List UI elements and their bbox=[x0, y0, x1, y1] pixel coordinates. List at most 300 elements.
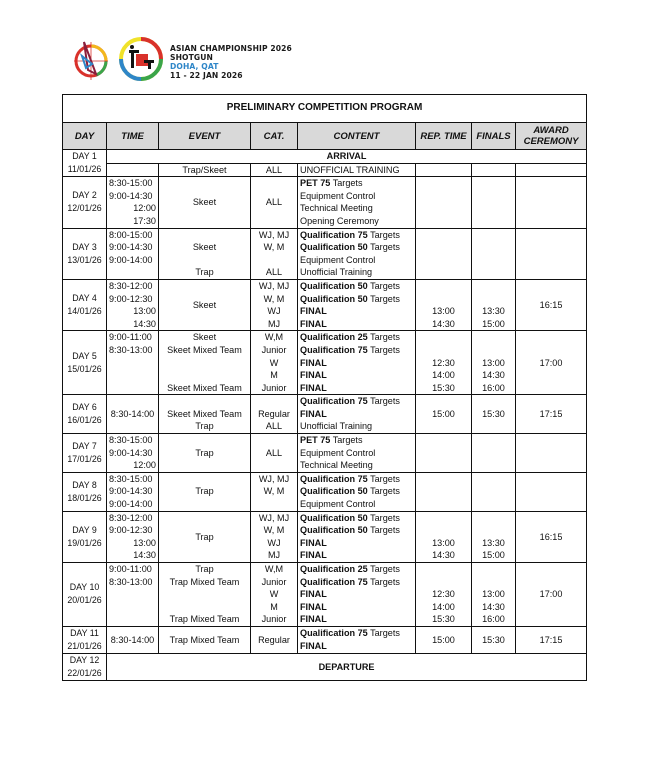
content-cell bbox=[298, 613, 416, 626]
column-header-time: TIME bbox=[107, 123, 159, 150]
report-time-cell: 15:00 bbox=[416, 395, 472, 434]
content-bold: Qualification 50 bbox=[300, 486, 368, 497]
report-time-cell: 14:00 bbox=[416, 601, 472, 614]
report-time-cell bbox=[416, 344, 472, 357]
finals-cell: 13:00 bbox=[472, 357, 516, 370]
championship-name: ASIAN CHAMPIONSHIP 2026 bbox=[170, 44, 292, 53]
time-cell bbox=[107, 613, 159, 626]
event-cell: Skeet bbox=[159, 177, 251, 228]
category-cell: Junior bbox=[251, 344, 298, 357]
content-text: UNOFFICIAL TRAINING bbox=[300, 164, 400, 175]
content-cell bbox=[298, 241, 416, 254]
category-cell: WJ, MJ bbox=[251, 511, 298, 524]
content-cell bbox=[298, 215, 416, 228]
report-time-cell bbox=[416, 459, 472, 472]
table-row bbox=[63, 318, 587, 331]
report-time-cell bbox=[416, 331, 472, 344]
category-cell bbox=[251, 498, 298, 511]
finals-cell bbox=[472, 266, 516, 279]
event-cell: Trap bbox=[159, 563, 251, 576]
content-bold: FINAL bbox=[300, 589, 327, 600]
content-bold: FINAL bbox=[300, 370, 327, 381]
content-cell bbox=[298, 601, 416, 614]
content-cell bbox=[298, 447, 416, 460]
award-ceremony-cell bbox=[516, 177, 587, 228]
column-header-award-ceremony: AWARD CEREMONY bbox=[516, 123, 587, 150]
content-text: Unofficial Training bbox=[300, 421, 373, 432]
table-row bbox=[63, 459, 587, 472]
event-location: DOHA, QAT bbox=[170, 62, 219, 71]
table-row bbox=[63, 498, 587, 511]
time-cell: 8:30-15:00 bbox=[107, 472, 159, 485]
table-row bbox=[63, 601, 587, 614]
day-cell bbox=[63, 563, 107, 627]
finals-cell bbox=[472, 177, 516, 190]
finals-cell bbox=[472, 485, 516, 498]
content-bold: Qualification 75 bbox=[300, 576, 368, 587]
report-time-cell: 14:30 bbox=[416, 549, 472, 562]
finals-cell bbox=[472, 331, 516, 344]
day-label: DAY 11 bbox=[70, 627, 99, 638]
day-cell bbox=[63, 150, 107, 177]
finals-cell bbox=[472, 511, 516, 524]
day-date: 14/01/26 bbox=[67, 306, 102, 317]
table-row bbox=[63, 626, 587, 640]
content-bold: FINAL bbox=[300, 614, 327, 625]
column-header-day: DAY bbox=[63, 123, 107, 150]
time-cell: 9:00-11:00 bbox=[107, 331, 159, 344]
category-cell bbox=[251, 254, 298, 267]
column-header-content: CONTENT bbox=[298, 123, 416, 150]
time-cell: 9:00-14:30 bbox=[107, 241, 159, 254]
event-cell bbox=[159, 601, 251, 614]
content-cell bbox=[298, 626, 416, 640]
category-cell: M bbox=[251, 601, 298, 614]
award-ceremony-cell: 16:15 bbox=[516, 279, 587, 330]
time-cell: 9:00-11:00 bbox=[107, 563, 159, 576]
finals-cell: 15:00 bbox=[472, 318, 516, 331]
category-cell: W, M bbox=[251, 524, 298, 537]
day-date: 19/01/26 bbox=[67, 537, 102, 548]
time-cell: 8:30-15:00 bbox=[107, 434, 159, 447]
category-cell: W,M bbox=[251, 331, 298, 344]
report-time-cell: 14:00 bbox=[416, 369, 472, 382]
finals-cell: 16:00 bbox=[472, 613, 516, 626]
content-bold: Qualification 75 bbox=[300, 628, 368, 639]
content-bold: FINAL bbox=[300, 641, 327, 652]
table-row bbox=[63, 524, 587, 537]
content-text: Equipment Control bbox=[300, 190, 376, 201]
report-time-cell bbox=[416, 511, 472, 524]
report-time-cell bbox=[416, 472, 472, 485]
category-cell: W,M bbox=[251, 563, 298, 576]
content-bold: FINAL bbox=[300, 601, 327, 612]
content-text: Targets bbox=[367, 332, 400, 343]
time-cell: 8:30-12:00 bbox=[107, 279, 159, 292]
finals-cell: 13:00 bbox=[472, 588, 516, 601]
category-cell: WJ, MJ bbox=[251, 279, 298, 292]
category-cell: Junior bbox=[251, 613, 298, 626]
award-ceremony-cell bbox=[516, 228, 587, 279]
category-cell: Regular bbox=[251, 626, 298, 653]
day-date: 15/01/26 bbox=[67, 363, 102, 374]
category-cell: ALL bbox=[251, 420, 298, 433]
award-ceremony-cell bbox=[516, 163, 587, 177]
content-cell bbox=[298, 344, 416, 357]
content-bold: PET 75 bbox=[300, 435, 331, 446]
column-header-finals: FINALS bbox=[472, 123, 516, 150]
time-cell bbox=[107, 382, 159, 395]
table-row bbox=[63, 228, 587, 241]
content-cell bbox=[298, 395, 416, 408]
column-header-category: CAT. bbox=[251, 123, 298, 150]
finals-cell bbox=[472, 215, 516, 228]
day-cell bbox=[63, 626, 107, 653]
content-cell bbox=[298, 485, 416, 498]
time-cell: 12:00 bbox=[107, 202, 159, 215]
finals-cell bbox=[472, 447, 516, 460]
report-time-cell bbox=[416, 202, 472, 215]
table-row bbox=[63, 588, 587, 601]
finals-cell: 14:30 bbox=[472, 601, 516, 614]
category-cell: WJ, MJ bbox=[251, 228, 298, 241]
event-cell: Trap bbox=[159, 511, 251, 562]
finals-cell bbox=[472, 459, 516, 472]
asian-shooting-confederation-logo bbox=[70, 34, 114, 84]
finals-cell bbox=[472, 472, 516, 485]
time-cell: 8:00-15:00 bbox=[107, 228, 159, 241]
banner-cell: DEPARTURE bbox=[107, 653, 587, 680]
award-ceremony-cell: 17:15 bbox=[516, 626, 587, 653]
content-bold: FINAL bbox=[300, 382, 327, 393]
finals-cell bbox=[472, 434, 516, 447]
report-time-cell bbox=[416, 485, 472, 498]
content-cell bbox=[298, 293, 416, 306]
content-text: Targets bbox=[367, 486, 400, 497]
content-cell bbox=[298, 254, 416, 267]
content-bold: FINAL bbox=[300, 408, 327, 419]
content-cell bbox=[298, 382, 416, 395]
table-row bbox=[63, 447, 587, 460]
table-row bbox=[63, 293, 587, 306]
day-label: DAY 12 bbox=[69, 654, 100, 665]
content-cell bbox=[298, 563, 416, 576]
event-cell: Trap bbox=[159, 434, 251, 473]
day-cell bbox=[63, 331, 107, 395]
finals-cell bbox=[472, 228, 516, 241]
day-date: 18/01/26 bbox=[67, 492, 102, 503]
time-cell: 8:30-14:00 bbox=[107, 626, 159, 653]
category-cell: W bbox=[251, 357, 298, 370]
finals-cell: 15:00 bbox=[472, 549, 516, 562]
content-bold: Qualification 50 bbox=[300, 242, 368, 253]
content-cell bbox=[298, 408, 416, 421]
finals-cell: 13:30 bbox=[472, 305, 516, 318]
table-title-row bbox=[63, 95, 587, 123]
day-cell bbox=[63, 472, 107, 511]
day-label: DAY 1 bbox=[72, 151, 97, 162]
content-cell bbox=[298, 472, 416, 485]
table-row bbox=[63, 150, 587, 164]
day-cell bbox=[63, 177, 107, 228]
content-bold: FINAL bbox=[300, 550, 327, 561]
event-cell bbox=[159, 369, 251, 382]
event-cell: Trap Mixed Team bbox=[159, 613, 251, 626]
table-row bbox=[63, 369, 587, 382]
table-row bbox=[63, 331, 587, 344]
content-bold: Qualification 75 bbox=[300, 473, 368, 484]
category-cell: W, M bbox=[251, 293, 298, 306]
report-time-cell bbox=[416, 447, 472, 460]
finals-cell bbox=[472, 241, 516, 254]
column-header-report-time: REP. TIME bbox=[416, 123, 472, 150]
award-ceremony-cell bbox=[516, 472, 587, 511]
table-row bbox=[63, 382, 587, 395]
day-label: DAY 8 bbox=[72, 479, 97, 490]
event-cell: Trap bbox=[159, 472, 251, 511]
finals-cell bbox=[472, 498, 516, 511]
content-bold: FINAL bbox=[300, 306, 327, 317]
award-ceremony-cell: 17:00 bbox=[516, 563, 587, 627]
time-cell bbox=[107, 369, 159, 382]
day-date: 21/01/26 bbox=[67, 640, 102, 651]
report-time-cell bbox=[416, 228, 472, 241]
report-time-cell bbox=[416, 434, 472, 447]
content-cell bbox=[298, 640, 416, 654]
event-cell: Trap Mixed Team bbox=[159, 626, 251, 653]
category-cell: ALL bbox=[251, 266, 298, 279]
category-cell: Regular bbox=[251, 408, 298, 421]
day-date: 20/01/26 bbox=[67, 595, 102, 606]
content-text: Technical Meeting bbox=[300, 460, 373, 471]
report-time-cell bbox=[416, 241, 472, 254]
report-time-cell bbox=[416, 576, 472, 589]
event-cell bbox=[159, 588, 251, 601]
content-cell bbox=[298, 357, 416, 370]
report-time-cell bbox=[416, 524, 472, 537]
table-row bbox=[63, 613, 587, 626]
content-cell bbox=[298, 576, 416, 589]
content-bold: Qualification 75 bbox=[300, 396, 368, 407]
time-cell: 13:00 bbox=[107, 305, 159, 318]
day-cell bbox=[63, 653, 107, 680]
finals-cell: 15:30 bbox=[472, 395, 516, 434]
content-cell bbox=[298, 537, 416, 550]
category-cell: ALL bbox=[251, 434, 298, 473]
table-row bbox=[63, 563, 587, 576]
finals-cell bbox=[472, 254, 516, 267]
content-bold: Qualification 75 bbox=[300, 229, 368, 240]
finals-cell bbox=[472, 202, 516, 215]
table-row bbox=[63, 254, 587, 267]
content-cell bbox=[298, 331, 416, 344]
time-cell: 8:30-15:00 bbox=[107, 177, 159, 190]
content-text: Targets bbox=[367, 293, 400, 304]
finals-cell: 16:00 bbox=[472, 382, 516, 395]
day-date: 13/01/26 bbox=[67, 254, 102, 265]
content-text: Equipment Control bbox=[300, 447, 376, 458]
event-cell: Trap bbox=[159, 420, 251, 433]
table-row bbox=[63, 537, 587, 550]
table-row bbox=[63, 576, 587, 589]
day-date: 16/01/26 bbox=[67, 415, 102, 426]
report-time-cell bbox=[416, 254, 472, 267]
day-cell bbox=[63, 434, 107, 473]
time-cell: 13:00 bbox=[107, 537, 159, 550]
day-label: DAY 3 bbox=[72, 241, 97, 252]
finals-cell bbox=[472, 279, 516, 292]
time-cell: 9:00-14:30 bbox=[107, 190, 159, 203]
report-time-cell: 12:30 bbox=[416, 357, 472, 370]
time-cell: 14:30 bbox=[107, 549, 159, 562]
table-row bbox=[63, 472, 587, 485]
event-cell bbox=[159, 357, 251, 370]
content-cell bbox=[298, 459, 416, 472]
time-cell: 8:30-14:00 bbox=[107, 395, 159, 434]
time-cell bbox=[107, 163, 159, 177]
event-cell: Skeet bbox=[159, 241, 251, 254]
finals-cell bbox=[472, 563, 516, 576]
time-cell: 9:00-14:00 bbox=[107, 498, 159, 511]
table-row bbox=[63, 395, 587, 408]
finals-cell: 13:30 bbox=[472, 537, 516, 550]
time-cell: 8:30-12:00 bbox=[107, 511, 159, 524]
competition-program-table bbox=[62, 94, 587, 681]
category-cell: Junior bbox=[251, 382, 298, 395]
category-cell: ALL bbox=[251, 163, 298, 177]
content-text: Equipment Control bbox=[300, 499, 376, 510]
event-cell: Skeet Mixed Team bbox=[159, 382, 251, 395]
content-text: Targets bbox=[367, 564, 400, 574]
category-cell bbox=[251, 395, 298, 408]
event-cell: Trap Mixed Team bbox=[159, 576, 251, 589]
time-cell: 14:30 bbox=[107, 318, 159, 331]
content-cell bbox=[298, 369, 416, 382]
report-time-cell: 13:00 bbox=[416, 305, 472, 318]
content-text: Targets bbox=[330, 178, 363, 189]
time-cell bbox=[107, 601, 159, 614]
event-cell: Trap bbox=[159, 266, 251, 279]
table-row bbox=[63, 549, 587, 562]
table-title: PRELIMINARY COMPETITION PROGRAM bbox=[63, 95, 587, 123]
report-time-cell bbox=[416, 563, 472, 576]
category-cell: ALL bbox=[251, 177, 298, 228]
content-text: Unofficial Training bbox=[300, 267, 373, 278]
content-bold: Qualification 50 bbox=[300, 525, 368, 536]
event-cell: Trap/Skeet bbox=[159, 163, 251, 177]
content-text: Targets bbox=[367, 396, 400, 407]
finals-cell bbox=[472, 576, 516, 589]
table-row bbox=[63, 357, 587, 370]
content-text: Targets bbox=[367, 242, 400, 253]
event-dates: 11 - 22 JAN 2026 bbox=[170, 71, 243, 80]
content-text: Targets bbox=[330, 435, 363, 446]
finals-cell bbox=[472, 524, 516, 537]
content-cell bbox=[298, 163, 416, 177]
table-row bbox=[63, 266, 587, 279]
content-cell bbox=[298, 498, 416, 511]
table-row bbox=[63, 279, 587, 292]
page-header bbox=[70, 30, 370, 90]
table-row bbox=[63, 511, 587, 524]
time-cell: 9:00-12:30 bbox=[107, 524, 159, 537]
day-label: DAY 9 bbox=[72, 524, 97, 535]
content-cell bbox=[298, 420, 416, 433]
event-cell bbox=[159, 228, 251, 241]
content-cell bbox=[298, 266, 416, 279]
category-cell: WJ bbox=[251, 305, 298, 318]
report-time-cell bbox=[416, 163, 472, 177]
day-cell bbox=[63, 395, 107, 434]
category-cell: WJ, MJ bbox=[251, 472, 298, 485]
time-cell: 8:30-13:00 bbox=[107, 576, 159, 589]
time-cell bbox=[107, 588, 159, 601]
content-text: Targets bbox=[367, 229, 400, 240]
discipline-name: SHOTGUN bbox=[170, 53, 213, 62]
day-cell bbox=[63, 279, 107, 330]
content-text: Targets bbox=[367, 576, 400, 587]
content-text: Technical Meeting bbox=[300, 203, 373, 214]
report-time-cell bbox=[416, 498, 472, 511]
content-cell bbox=[298, 202, 416, 215]
time-cell: 17:30 bbox=[107, 215, 159, 228]
table-row bbox=[63, 202, 587, 215]
category-cell: W, M bbox=[251, 485, 298, 498]
content-bold: Qualification 50 bbox=[300, 280, 368, 291]
day-label: DAY 7 bbox=[72, 440, 97, 451]
day-date: 12/01/26 bbox=[67, 203, 102, 214]
content-bold: FINAL bbox=[300, 318, 327, 329]
award-ceremony-cell: 17:15 bbox=[516, 395, 587, 434]
table-row bbox=[63, 485, 587, 498]
day-label: DAY 4 bbox=[72, 293, 97, 304]
table-row bbox=[63, 344, 587, 357]
table-row bbox=[63, 190, 587, 203]
content-cell bbox=[298, 279, 416, 292]
time-cell: 9:00-14:30 bbox=[107, 447, 159, 460]
event-title-block bbox=[170, 44, 292, 80]
finals-cell bbox=[472, 190, 516, 203]
content-cell bbox=[298, 305, 416, 318]
event-cell: Skeet Mixed Team bbox=[159, 344, 251, 357]
report-time-cell: 12:30 bbox=[416, 588, 472, 601]
content-cell bbox=[298, 177, 416, 190]
column-header-event: EVENT bbox=[159, 123, 251, 150]
event-cell: Skeet bbox=[159, 279, 251, 330]
content-bold: PET 75 bbox=[300, 178, 331, 189]
report-time-cell bbox=[416, 190, 472, 203]
category-cell: Junior bbox=[251, 576, 298, 589]
content-cell bbox=[298, 588, 416, 601]
finals-cell bbox=[472, 293, 516, 306]
content-cell bbox=[298, 318, 416, 331]
event-cell bbox=[159, 254, 251, 267]
content-text: Opening Ceremony bbox=[300, 215, 379, 226]
content-bold: Qualification 25 bbox=[300, 564, 368, 574]
content-bold: Qualification 50 bbox=[300, 512, 368, 523]
report-time-cell: 15:30 bbox=[416, 613, 472, 626]
report-time-cell: 15:00 bbox=[416, 626, 472, 653]
content-bold: Qualification 50 bbox=[300, 293, 368, 304]
table-row bbox=[63, 177, 587, 190]
table-row bbox=[63, 653, 587, 680]
content-bold: FINAL bbox=[300, 537, 327, 548]
content-text: Targets bbox=[367, 344, 400, 355]
day-cell bbox=[63, 228, 107, 279]
time-cell bbox=[107, 357, 159, 370]
category-cell: W bbox=[251, 588, 298, 601]
category-cell: WJ bbox=[251, 537, 298, 550]
